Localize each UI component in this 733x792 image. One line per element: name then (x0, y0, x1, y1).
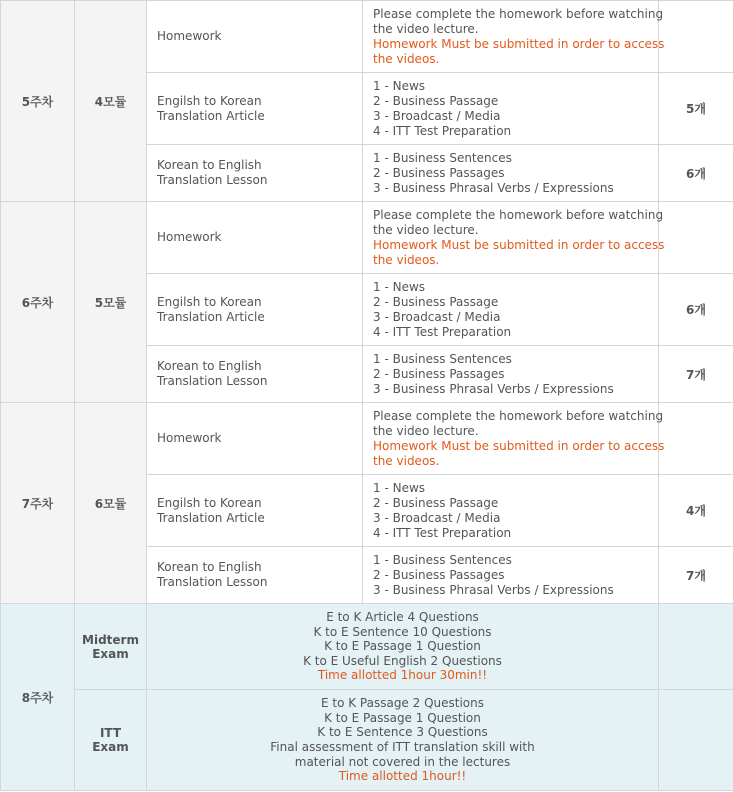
lesson-count (659, 690, 733, 791)
row-description: Please complete the homework before watching the video lecture. Homework Must be submitted in order to access the videos. (363, 1, 659, 73)
table-row (1, 1, 733, 73)
row-description: Please complete the homework before watching the video lecture. Homework Must be submitted in order to access the videos. (363, 403, 659, 475)
lesson-count (659, 604, 733, 690)
exam-label: ITT Exam (75, 690, 147, 791)
row-title: Homework (147, 1, 363, 73)
exam-time: Time allotted 1hour 30min!! (317, 668, 488, 683)
module-cell: 4모듈 (75, 1, 147, 202)
row-title: Korean to English Translation Lesson (147, 145, 363, 202)
table-row (1, 604, 733, 690)
row-title: Homework (147, 403, 363, 475)
lesson-count (659, 403, 733, 475)
homework-notice: Homework Must be submitted in order to access (373, 237, 665, 252)
exam-label: Midterm Exam (75, 604, 147, 690)
lesson-count: 6개 (659, 274, 733, 346)
module-cell: 5모듈 (75, 202, 147, 403)
homework-notice: Homework Must be submitted in order to access (373, 438, 665, 453)
row-description: 1 - Business Sentences 2 - Business Passages 3 - Business Phrasal Verbs / Expressions (363, 547, 659, 604)
row-description: 1 - News 2 - Business Passage 3 - Broadcast / Media 4 - ITT Test Preparation (363, 475, 659, 547)
table-row (1, 202, 733, 274)
row-description: Please complete the homework before watching the video lecture. Homework Must be submitted in order to access the videos. (363, 202, 659, 274)
module-cell: 6모듈 (75, 403, 147, 604)
table-row (1, 403, 733, 475)
lesson-count: 5개 (659, 73, 733, 145)
lesson-count: 7개 (659, 346, 733, 403)
row-title: Homework (147, 202, 363, 274)
row-title: Engilsh to Korean Translation Article (147, 73, 363, 145)
row-description: 1 - News 2 - Business Passage 3 - Broadcast / Media 4 - ITT Test Preparation (363, 73, 659, 145)
exam-time: Time allotted 1hour!! (338, 769, 467, 784)
week-cell: 6주차 (1, 202, 75, 403)
exam-description: E to K Passage 2 Questions K to E Passage 1 Question K to E Sentence 3 Questions Final assessment of ITT translation skill with material not covered in the lectures Time allotted 1hour!! (147, 690, 659, 791)
table-row (1, 690, 733, 791)
row-title: Korean to English Translation Lesson (147, 547, 363, 604)
lesson-count (659, 1, 733, 73)
row-description: 1 - News 2 - Business Passage 3 - Broadcast / Media 4 - ITT Test Preparation (363, 274, 659, 346)
lesson-count: 4개 (659, 475, 733, 547)
row-description: 1 - Business Sentences 2 - Business Passages 3 - Business Phrasal Verbs / Expressions (363, 145, 659, 202)
lesson-count: 6개 (659, 145, 733, 202)
week-cell: 7주차 (1, 403, 75, 604)
homework-notice: Homework Must be submitted in order to access (373, 36, 665, 51)
week-cell: 8주차 (1, 604, 75, 791)
row-title: Engilsh to Korean Translation Article (147, 274, 363, 346)
lesson-count (659, 202, 733, 274)
row-title: Korean to English Translation Lesson (147, 346, 363, 403)
row-description: 1 - Business Sentences 2 - Business Passages 3 - Business Phrasal Verbs / Expressions (363, 346, 659, 403)
row-title: Engilsh to Korean Translation Article (147, 475, 363, 547)
week-cell: 5주차 (1, 1, 75, 202)
lesson-count: 7개 (659, 547, 733, 604)
exam-description: E to K Article 4 Questions K to E Sentence 10 Questions K to E Passage 1 Question K to E Useful English 2 Questions Time allotted 1hour 30min!! (147, 604, 659, 690)
